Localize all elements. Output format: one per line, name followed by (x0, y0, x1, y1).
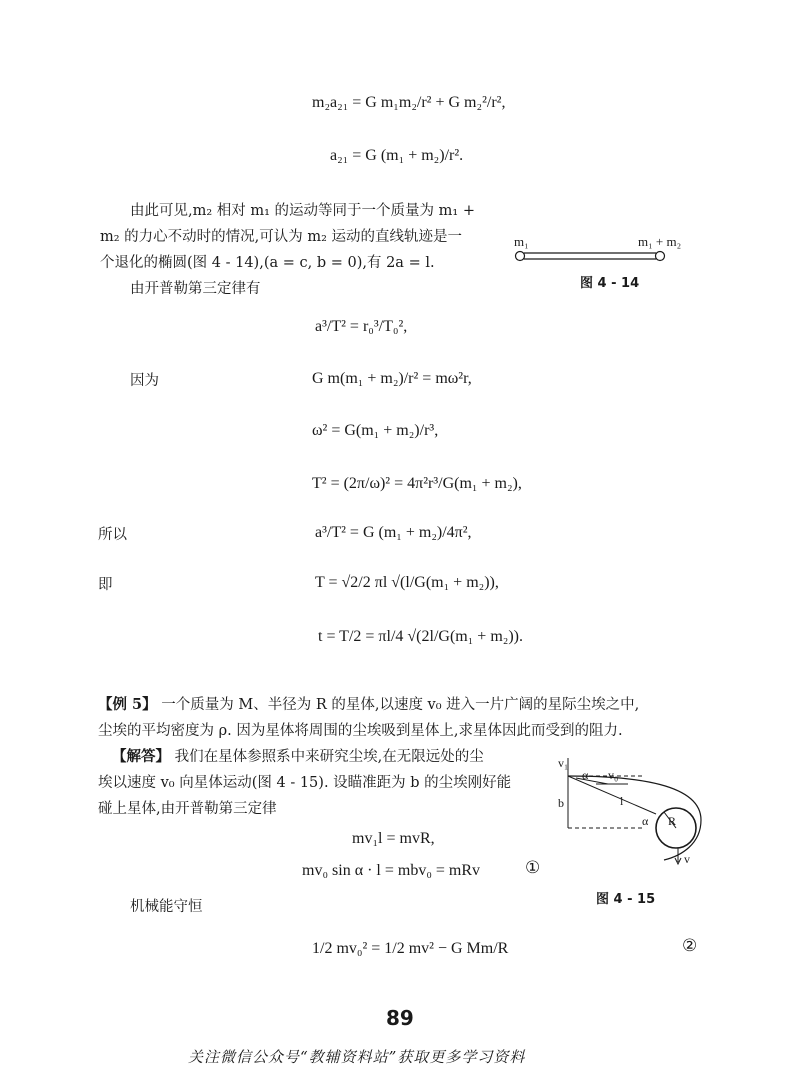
paragraph-line: 由开普勒第三定律有 (130, 281, 261, 297)
label-ie: 即 (98, 577, 113, 593)
solution-text-line: 碰上星体,由开普勒第三定律 (98, 801, 277, 817)
label-because: 因为 (130, 373, 159, 389)
equation-4: G m(m₁ + m₂)/r² = mω²r, (312, 370, 472, 387)
equation-10: mv₁l = mvR, (352, 830, 435, 847)
figure-caption: 图 4 - 14 (580, 276, 640, 291)
equation-9: t = T/2 = πl/4 √(2l/G(m₁ + m₂)). (318, 628, 523, 645)
equation-7: a³/T² = G (m₁ + m₂)/4π², (315, 524, 472, 541)
solution-text: 我们在星体参照系中来研究尘埃,在无限远处的尘 (174, 749, 484, 765)
equation-1: m₂a₂₁ = G m₁m₂/r² + G m₂²/r², (312, 94, 506, 111)
equation-2: a₂₁ = G (m₁ + m₂)/r². (330, 147, 464, 164)
label-alpha-top: α (582, 768, 589, 782)
example-text: 一个质量为 M、半径为 R 的星体,以速度 v₀ 进入一片广阔的星际尘埃之中, (161, 697, 640, 713)
mass-label-left: m₁ (514, 234, 529, 249)
label-v1: v₁ (558, 756, 569, 770)
solution-tag: 【解答】 (112, 748, 170, 765)
paragraph-line: 由此可见,m₂ 相对 m₁ 的运动等同于一个质量为 m₁ + (130, 203, 475, 219)
label-so: 所以 (98, 527, 127, 543)
label-l: l (620, 794, 624, 808)
paragraph-line: m₂ 的力心不动时的情况,可认为 m₂ 运动的直线轨迹是一 (100, 229, 463, 245)
label-b: b (558, 796, 564, 810)
equation-6: T² = (2π/ω)² = 4π²r³/G(m₁ + m₂), (312, 475, 522, 492)
example-text-line: 尘埃的平均密度为 ρ. 因为星体将周围的尘埃吸到星体上,求星体因此而受到的阻力. (98, 723, 623, 739)
solution-text-line: 埃以速度 v₀ 向星体运动(图 4 - 15). 设瞄准距为 b 的尘埃刚好能 (98, 775, 512, 791)
page-number: 89 (386, 1006, 414, 1030)
equation-3: a³/T² = r₀³/T₀², (315, 318, 408, 335)
dust-trajectory-diagram (556, 756, 716, 876)
solution-paragraph (112, 744, 484, 770)
paragraph-line: 个退化的椭圆(图 4 - 14),(a = c, b = 0),有 2a = l. (100, 255, 435, 271)
energy-conservation-label: 机械能守恒 (130, 899, 203, 915)
mass-label-right: m₁ + m₂ (638, 234, 682, 249)
equation-number-2: ② (682, 936, 698, 956)
label-v: v (684, 852, 690, 866)
equation-5: ω² = G(m₁ + m₂)/r³, (312, 422, 439, 439)
label-R: R (668, 814, 677, 828)
figure-4-15 (556, 756, 716, 906)
degenerate-ellipse-diagram (510, 246, 690, 266)
equation-11: mv₀ sin α · l = mbv₀ = mRv (302, 862, 481, 879)
equation-number-1: ① (525, 858, 541, 878)
equation-8: T = √2/2 πl √(l/G(m₁ + m₂)), (315, 574, 499, 591)
equation-12: 1/2 mv₀² = 1/2 mv² − G Mm/R (312, 940, 509, 957)
footer-watermark: 关注微信公众号“教辅资料站”获取更多学习资料 (188, 1048, 526, 1066)
example-tag: 【例 5】 (98, 696, 157, 713)
example-paragraph (98, 692, 639, 718)
figure-4-14 (510, 232, 690, 292)
label-alpha-bottom: α (642, 814, 649, 828)
label-v0: v₀ (608, 768, 619, 782)
figure-caption: 图 4 - 15 (596, 892, 656, 907)
